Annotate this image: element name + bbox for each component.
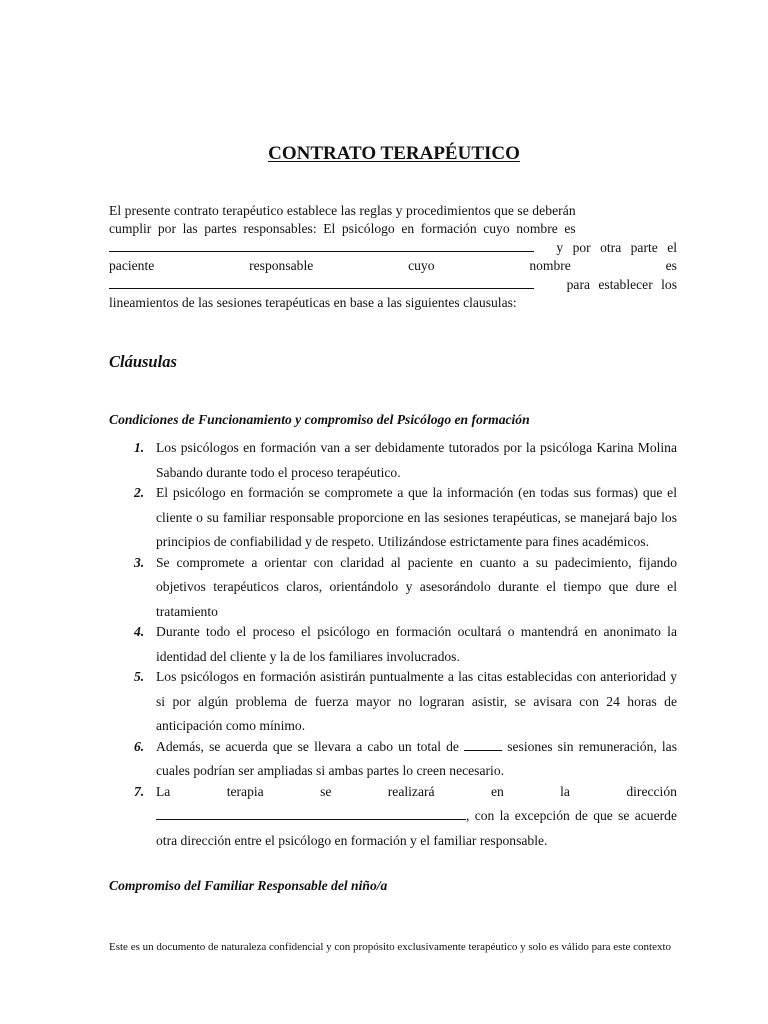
clause-text-before: Además, se acuerda que se llevara a cabo un total de — [156, 738, 459, 754]
clause-number: 2. — [134, 485, 145, 500]
section-title: Cláusulas — [109, 352, 177, 371]
clause-word: se — [320, 783, 332, 799]
list-item — [109, 735, 677, 784]
intro-line — [109, 276, 677, 294]
clause-number: 3. — [134, 554, 145, 570]
intro-line — [109, 220, 677, 238]
document-title: CONTRATO TERAPÉUTICO — [268, 143, 520, 164]
list-item — [109, 551, 677, 625]
subsection-title: Compromiso del Familiar Responsable del niño/a — [109, 878, 388, 893]
clause-line — [156, 780, 677, 805]
list-item — [109, 780, 677, 854]
clause-text — [156, 735, 677, 784]
clause-text-after: , con la excepción de que se acuerde otra dirección entre el psicólogo en formación y el familiar responsable. — [156, 808, 677, 848]
clause-number: 5. — [134, 669, 145, 684]
subsection-title: Condiciones de Funcionamiento y compromiso del Psicólogo en formación — [109, 412, 530, 427]
intro-line6: lineamientos de las sesiones terapéuticas en base a las siguientes clausulas: — [109, 294, 517, 310]
clause-word: realizará — [387, 783, 435, 799]
clause-word: en — [490, 783, 504, 799]
address-blank[interactable] — [156, 807, 466, 820]
clause-text: Se compromete a orientar con claridad al paciente en cuanto a su padecimiento, fijando objetivos terapéuticos claros, orientándolo y asesorándolo durante el tiempo que dure el tratamiento — [156, 554, 677, 619]
list-item — [109, 436, 677, 485]
intro-line — [109, 294, 677, 312]
intro-word: cuyo — [408, 258, 435, 274]
intro-word: paciente — [109, 258, 155, 274]
clause-text: Durante todo el proceso el psicólogo en formación ocultará o mantendrá en anonimato la identidad del cliente y la de los familiares involucrados. — [156, 624, 677, 664]
intro-line — [109, 239, 677, 257]
clause-text-after: sesiones sin remuneración, las cuales podrían ser ampliadas si ambas partes lo creen necesario. — [156, 738, 677, 778]
intro-line — [109, 257, 677, 275]
clause-number: 4. — [134, 624, 145, 639]
clauses-list — [109, 436, 677, 853]
intro-paragraph — [109, 202, 677, 312]
intro-line2: cumplir por las partes responsables: El psicólogo en formación cuyo nombre es — [109, 221, 576, 237]
clause-text: Los psicólogos en formación asistirán puntualmente a las citas establecidas con anterioridad y si por algún problema de fuerza mayor no lograran asistir, se avisara con 24 horas de anticipación como mínimo. — [156, 669, 677, 733]
list-item — [109, 665, 677, 739]
intro-line3-suffix: y por otra parte el — [556, 239, 677, 255]
clause-word: terapia — [226, 783, 264, 799]
list-item — [109, 481, 677, 555]
intro-line1: El presente contrato terapéutico establece las reglas y procedimientos que se deberán — [109, 203, 576, 218]
clause-text — [156, 780, 677, 854]
clause-text: El psicólogo en formación se compromete a que la información (en todas sus formas) que el cliente o su familiar responsable proporcione en las sesiones terapéuticas, se manejará bajo los principios de confiabilidad y de respeto. Utilizándose estrictamente para fines académicos. — [156, 485, 677, 549]
intro-line5-suffix: para establecer los — [566, 276, 677, 292]
footer-note: Este es un documento de naturaleza confidencial y con propósito exclusivamente terapéutico y solo es válido para este contexto — [109, 941, 672, 953]
psychologist-name-blank[interactable] — [109, 239, 534, 252]
clause-word: la — [560, 783, 570, 799]
sessions-count-blank[interactable] — [464, 738, 502, 751]
intro-word: es — [665, 258, 677, 274]
clause-number: 6. — [134, 738, 145, 754]
clause-number: 7. — [134, 783, 145, 799]
clause-word: La — [156, 783, 171, 799]
clause-text: Los psicólogos en formación van a ser debidamente tutorados por la psicóloga Karina Molina Sabando durante todo el proceso terapéutico. — [156, 440, 677, 480]
patient-name-blank[interactable] — [109, 276, 534, 289]
intro-word: responsable — [249, 258, 314, 274]
intro-word: nombre — [529, 258, 571, 274]
clause-word: dirección — [626, 783, 677, 799]
list-item — [109, 620, 677, 669]
clause-number: 1. — [134, 440, 145, 455]
clause-line — [156, 804, 677, 853]
intro-line — [109, 202, 677, 220]
